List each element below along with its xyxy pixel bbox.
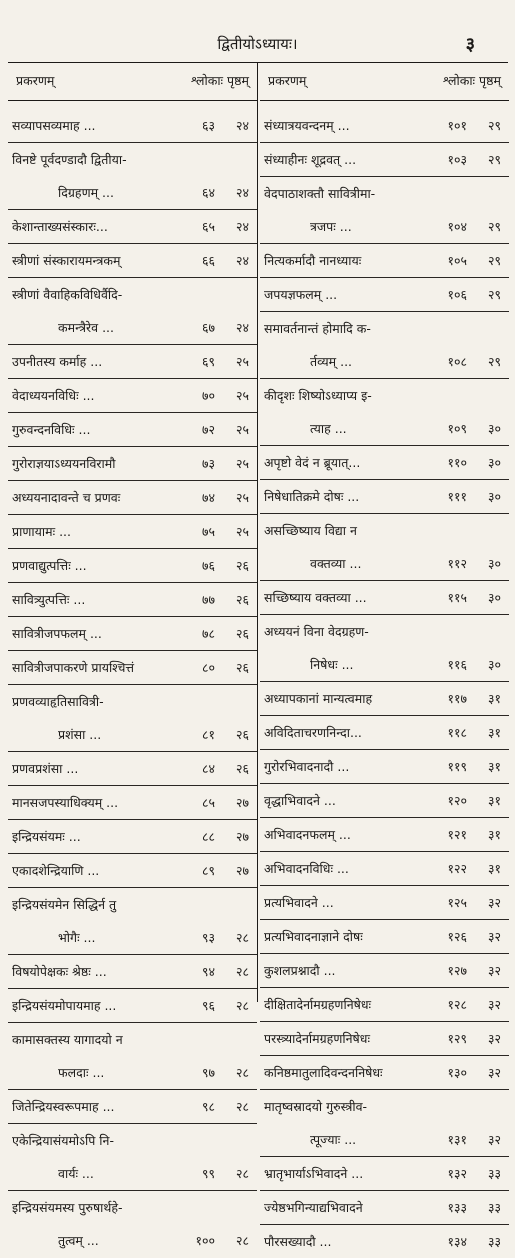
entry-verse: ९६ — [201, 998, 215, 1013]
entry-verse: ६३ — [201, 118, 215, 133]
entry-page: ३० — [487, 489, 501, 504]
entry-topic: समावर्तनान्तं होमादि क- — [264, 321, 371, 336]
index-entry — [8, 1056, 257, 1090]
entry-topic: जपयज्ञफलम् ... — [264, 287, 338, 302]
entry-page: ३१ — [487, 793, 501, 808]
entry-verse: १३१ — [447, 1132, 467, 1147]
entry-page: २८ — [235, 998, 249, 1013]
index-entry — [8, 685, 257, 718]
entry-verse: १११ — [447, 489, 467, 504]
entry-page: ३१ — [487, 725, 501, 740]
entry-topic: उपनीतस्य कर्माह ... — [12, 354, 103, 369]
entry-topic: अध्ययनं विना वेदग्रहण- — [264, 624, 369, 639]
entry-page: २८ — [235, 1065, 249, 1080]
entry-page: २४ — [235, 219, 249, 234]
index-entry — [260, 1022, 509, 1056]
entry-verse: ६७ — [201, 320, 215, 335]
entry-verse: १०४ — [447, 219, 467, 234]
entry-verse: ८० — [201, 660, 215, 675]
entry-page: ३२ — [487, 1065, 501, 1080]
entry-page: ३२ — [487, 1031, 501, 1046]
entry-topic: जितेन्द्रियस्वरूपमाह ... — [12, 1099, 115, 1114]
entry-topic: सव्यापसव्यमाह ... — [12, 118, 96, 133]
verse-page-header: श्लोकाः पृष्ठम् — [442, 73, 501, 88]
entry-page: ३३ — [487, 1234, 501, 1249]
entry-verse: ९३ — [201, 930, 215, 945]
entry-topic: अभिवादनफलम् ... — [264, 827, 351, 842]
page-number: ३ — [465, 34, 475, 55]
entry-verse: ६९ — [201, 354, 215, 369]
chapter-title: द्वितीयोऽध्यायः। — [217, 35, 298, 53]
entry-page: ३१ — [487, 759, 501, 774]
index-table — [8, 62, 508, 1249]
entry-topic: वृद्धाभिवादने ... — [264, 793, 336, 808]
entry-topic: प्रणवव्याहृतिसावित्री- — [12, 694, 104, 709]
entry-topic: दीक्षितादेर्नामग्रहणनिषेधः — [264, 997, 372, 1012]
entry-topic: एकादशेन्द्रियाणि ... — [12, 863, 100, 878]
entry-verse: ८८ — [201, 829, 215, 844]
entry-page: २५ — [235, 490, 249, 505]
entry-verse: ७५ — [201, 524, 215, 539]
entry-verse: १०९ — [447, 421, 467, 436]
entry-page: ३२ — [487, 929, 501, 944]
index-entry — [260, 682, 509, 716]
entry-page: २६ — [235, 626, 249, 641]
index-entry — [8, 583, 257, 617]
index-entry — [260, 1157, 509, 1191]
entry-page: ३० — [487, 556, 501, 571]
entry-topic: अध्यापकानां मान्यत्वमाह — [264, 691, 373, 706]
entry-verse: ८१ — [201, 727, 215, 742]
entry-page: २९ — [487, 253, 501, 268]
index-entry — [260, 886, 509, 920]
entry-page: ३१ — [487, 827, 501, 842]
index-entry — [260, 379, 509, 412]
index-entry — [8, 515, 257, 549]
entry-topic: विनष्टे पूर्वदण्डादौ द्वितीया- — [12, 152, 127, 167]
index-entry — [260, 1191, 509, 1225]
entry-verse: ७६ — [201, 558, 215, 573]
index-entry — [260, 177, 509, 210]
index-entry — [8, 651, 257, 685]
index-entry — [8, 1224, 257, 1257]
index-entry — [260, 581, 509, 615]
index-entry — [8, 311, 257, 345]
entry-topic: ज्येष्ठभगिन्याद्यभिवादने — [264, 1200, 363, 1215]
entry-verse: ९४ — [201, 964, 215, 979]
entry-page: २९ — [487, 219, 501, 234]
entry-verse: ९७ — [201, 1065, 215, 1080]
entry-topic: तुत्वम् ... — [58, 1233, 99, 1248]
entry-page: ३१ — [487, 691, 501, 706]
entry-verse: ७७ — [201, 592, 215, 607]
left-rows — [8, 101, 257, 1257]
left-column — [8, 62, 257, 1248]
index-entry — [8, 1124, 257, 1157]
topic-header: प्रकरणम् — [16, 73, 55, 88]
entry-topic: प्राणायामः ... — [12, 524, 72, 539]
page-header — [0, 34, 515, 58]
entry-page: २९ — [487, 287, 501, 302]
entry-verse: १२० — [447, 793, 467, 808]
entry-verse: १३२ — [447, 1166, 467, 1181]
entry-topic: प्रत्यभिवादने ... — [264, 895, 334, 910]
entry-verse: ७३ — [201, 456, 215, 471]
entry-topic: संध्यात्रयवन्दनम् ... — [264, 118, 350, 133]
entry-page: २४ — [235, 253, 249, 268]
index-entry — [8, 786, 257, 820]
entry-verse: ९८ — [201, 1099, 215, 1114]
entry-page: २५ — [235, 388, 249, 403]
entry-topic: इन्द्रियसंयमोपायमाह ... — [12, 998, 117, 1013]
entry-verse: १२९ — [447, 1031, 467, 1046]
entry-topic: भ्रातृभार्याऽभिवादने ... — [264, 1166, 364, 1181]
entry-page: २६ — [235, 727, 249, 742]
index-entry — [8, 955, 257, 989]
topic-header: प्रकरणम् — [268, 73, 307, 88]
entry-topic: वेदपाठाशक्तौ सावित्रीमा- — [264, 186, 376, 201]
entry-topic: अभिवादनविधिः ... — [264, 861, 349, 876]
entry-page: २४ — [235, 118, 249, 133]
entry-topic: वेदाध्ययनविधिः ... — [12, 388, 95, 403]
entry-topic: इन्द्रियसंयमः ... — [12, 829, 81, 844]
entry-topic: कमन्त्रैरेव ... — [58, 320, 114, 335]
index-entry — [8, 447, 257, 481]
entry-topic: प्रत्यभिवादनाज्ञाने दोषः — [264, 929, 363, 944]
entry-topic: सावित्रीजपफलम् ... — [12, 626, 102, 641]
entry-topic: गुरुवन्दनविधिः ... — [12, 422, 91, 437]
entry-topic: सावित्रीजपाकरणे प्रायश्चित्तं — [12, 660, 135, 675]
index-entry — [260, 345, 509, 379]
entry-page: ३० — [487, 590, 501, 605]
index-entry — [260, 1123, 509, 1157]
entry-page: २४ — [235, 320, 249, 335]
entry-page: २५ — [235, 422, 249, 437]
index-entry — [8, 1023, 257, 1056]
entry-topic: वार्यः ... — [58, 1166, 94, 1181]
index-entry — [260, 615, 509, 648]
entry-topic: कनिष्ठमातुलादिवन्दननिषेधः — [264, 1065, 383, 1080]
entry-verse: ११६ — [447, 657, 467, 672]
right-column — [260, 62, 509, 1249]
entry-topic: प्रशंसा ... — [58, 727, 102, 742]
entry-verse: १२२ — [447, 861, 467, 876]
entry-verse: ८९ — [201, 863, 215, 878]
index-entry — [8, 888, 257, 921]
right-rows — [260, 101, 509, 1258]
entry-page: २५ — [235, 524, 249, 539]
index-entry — [8, 413, 257, 447]
entry-verse: १०५ — [447, 253, 467, 268]
entry-page: २७ — [235, 829, 249, 844]
entry-page: २६ — [235, 558, 249, 573]
entry-topic: निषेधातिक्रमे दोषः ... — [264, 489, 360, 504]
entry-topic: स्त्रीणां वैवाहिकविधिर्वैदि- — [12, 287, 123, 302]
entry-page: २८ — [235, 1166, 249, 1181]
index-entry — [8, 989, 257, 1023]
entry-verse: ११५ — [447, 590, 467, 605]
index-entry — [8, 854, 257, 888]
index-entry — [8, 1157, 257, 1191]
index-entry — [260, 1090, 509, 1123]
entry-page: २४ — [235, 185, 249, 200]
entry-verse: १०८ — [447, 354, 467, 369]
index-entry — [260, 852, 509, 886]
entry-verse: १२६ — [447, 929, 467, 944]
index-entry — [8, 752, 257, 786]
entry-verse: ११९ — [447, 759, 467, 774]
entry-verse: १२५ — [447, 895, 467, 910]
entry-topic: परस्त्र्यादेर्नामग्रहणनिषेधः — [264, 1031, 370, 1046]
entry-topic: एकेन्द्रियासंयमोऽपि नि- — [12, 1133, 114, 1148]
entry-verse: ८५ — [201, 795, 215, 810]
entry-page: २६ — [235, 592, 249, 607]
index-entry — [8, 210, 257, 244]
index-entry — [260, 446, 509, 480]
index-entry — [8, 549, 257, 583]
entry-verse: १०६ — [447, 287, 467, 302]
entry-page: २५ — [235, 354, 249, 369]
index-entry — [260, 1056, 509, 1090]
index-entry — [8, 1090, 257, 1124]
entry-verse: १३० — [447, 1065, 467, 1080]
entry-page: ३० — [487, 455, 501, 470]
index-entry — [8, 921, 257, 955]
entry-topic: विषयोपेक्षकः श्रेष्ठः ... — [12, 964, 107, 979]
entry-verse: ६४ — [201, 185, 215, 200]
entry-verse: ११७ — [447, 691, 467, 706]
entry-verse: ११२ — [447, 556, 467, 571]
entry-topic: अविदिताचरणनिन्दा... — [264, 725, 362, 740]
index-entry — [260, 784, 509, 818]
entry-topic: प्रणवाद्युत्पत्तिः ... — [12, 558, 87, 573]
index-entry — [260, 312, 509, 345]
entry-page: २६ — [235, 761, 249, 776]
index-entry — [260, 818, 509, 852]
entry-page: २९ — [487, 152, 501, 167]
index-entry — [260, 244, 509, 278]
entry-verse: १३३ — [447, 1200, 467, 1215]
index-entry — [260, 1225, 509, 1258]
index-entry — [260, 514, 509, 547]
entry-topic: गुरोराज्ञयाऽध्ययनविरामौ — [12, 456, 116, 471]
entry-page: २९ — [487, 354, 501, 369]
entry-topic: कुशलप्रश्नादौ ... — [264, 963, 336, 978]
index-entry — [260, 750, 509, 784]
entry-verse: १२१ — [447, 827, 467, 842]
index-entry — [260, 143, 509, 177]
index-entry — [260, 278, 509, 312]
entry-page: २८ — [235, 1233, 249, 1248]
index-entry — [260, 210, 509, 244]
entry-topic: प्रणवप्रशंसा ... — [12, 761, 79, 776]
entry-verse: ८४ — [201, 761, 215, 776]
entry-topic: त्रजपः ... — [310, 219, 352, 234]
entry-topic: मानसजपस्याधिक्यम् ... — [12, 795, 119, 810]
entry-verse: १०० — [195, 1233, 215, 1248]
entry-topic: अध्ययनादावन्ते च प्रणवः — [12, 490, 121, 505]
entry-page: २८ — [235, 930, 249, 945]
entry-page: ३० — [487, 657, 501, 672]
entry-page: २८ — [235, 964, 249, 979]
entry-page: ३१ — [487, 861, 501, 876]
entry-topic: फलदाः ... — [58, 1065, 105, 1080]
entry-topic: केशान्ताख्यसंस्कारः... — [12, 219, 108, 234]
index-entry — [260, 716, 509, 750]
index-entry — [8, 345, 257, 379]
entry-topic: पौरसख्यादौ ... — [264, 1234, 332, 1249]
entry-topic: सच्छिष्याय वक्तव्या ... — [264, 590, 367, 605]
index-entry — [260, 547, 509, 581]
entry-page: ३२ — [487, 1132, 501, 1147]
entry-verse: ६५ — [201, 219, 215, 234]
index-entry — [8, 820, 257, 854]
entry-verse: ७४ — [201, 490, 215, 505]
entry-verse: ७० — [201, 388, 215, 403]
index-entry — [260, 648, 509, 682]
entry-verse: ७८ — [201, 626, 215, 641]
entry-topic: दिग्रहणम् ... — [58, 185, 114, 200]
entry-topic: इन्द्रियसंयमस्य पुरुषार्थहे- — [12, 1200, 123, 1215]
index-entry — [8, 481, 257, 515]
entry-topic: गुरोरभिवादनादौ ... — [264, 759, 350, 774]
index-entry — [260, 988, 509, 1022]
entry-topic: कीदृशः शिष्योऽध्याप्य इ- — [264, 388, 372, 403]
entry-topic: स्त्रीणां संस्कारायमन्त्रकम् — [12, 253, 121, 268]
verse-page-header: श्लोकाः पृष्ठम् — [190, 73, 249, 88]
entry-topic: इन्द्रियसंयमेन सिद्धिर्न तु — [12, 897, 117, 912]
entry-verse: ११८ — [447, 725, 467, 740]
entry-verse: ७२ — [201, 422, 215, 437]
entry-topic: सावित्र्युत्पत्तिः ... — [12, 592, 86, 607]
entry-topic: संध्याहीनः शूद्रवत् ... — [264, 152, 357, 167]
index-entry — [260, 412, 509, 446]
entry-page: ३० — [487, 421, 501, 436]
entry-topic: र्तव्यम् ... — [310, 354, 353, 369]
entry-page: ३३ — [487, 1200, 501, 1215]
index-entry — [260, 954, 509, 988]
index-entry — [8, 379, 257, 413]
entry-topic: अपृष्टो वेदं न ब्रूयात्... — [264, 455, 361, 470]
entry-topic: निषेधः ... — [310, 657, 354, 672]
index-entry — [8, 109, 257, 143]
index-entry — [8, 176, 257, 210]
entry-page: २९ — [487, 118, 501, 133]
entry-topic: त्पूज्याः ... — [310, 1132, 357, 1147]
entry-topic: त्याह ... — [310, 421, 347, 436]
entry-page: २७ — [235, 863, 249, 878]
entry-verse: १०१ — [447, 118, 467, 133]
entry-page: २८ — [235, 1099, 249, 1114]
entry-verse: १२८ — [447, 997, 467, 1012]
right-column-header — [260, 62, 509, 101]
entry-page: ३३ — [487, 1166, 501, 1181]
index-entry — [8, 617, 257, 651]
entry-topic: मातृष्वस्रादयो गुरुस्त्रीव- — [264, 1099, 368, 1114]
index-entry — [8, 718, 257, 752]
index-entry — [8, 244, 257, 278]
entry-page: २७ — [235, 795, 249, 810]
entry-verse: १०३ — [447, 152, 467, 167]
entry-topic: असच्छिष्याय विद्या न — [264, 523, 357, 538]
entry-page: ३२ — [487, 963, 501, 978]
left-column-header — [8, 62, 257, 101]
column-divider — [257, 62, 259, 1002]
index-entry — [8, 1191, 257, 1224]
index-entry — [260, 480, 509, 514]
entry-verse: ११० — [447, 455, 467, 470]
index-entry — [8, 143, 257, 176]
entry-page: २५ — [235, 456, 249, 471]
entry-topic: नित्यकर्मादौ नानध्यायः — [264, 253, 362, 268]
index-entry — [8, 278, 257, 311]
entry-verse: ६६ — [201, 253, 215, 268]
entry-page: ३२ — [487, 997, 501, 1012]
entry-page: ३२ — [487, 895, 501, 910]
entry-page: २६ — [235, 660, 249, 675]
index-entry — [260, 109, 509, 143]
entry-topic: वक्तव्या ... — [310, 556, 362, 571]
entry-verse: १३४ — [447, 1234, 467, 1249]
entry-topic: भोगैः ... — [58, 930, 96, 945]
index-entry — [260, 920, 509, 954]
entry-verse: १२७ — [447, 963, 467, 978]
entry-verse: ९९ — [201, 1166, 215, 1181]
entry-topic: कामासक्तस्य यागादयो न — [12, 1032, 123, 1047]
